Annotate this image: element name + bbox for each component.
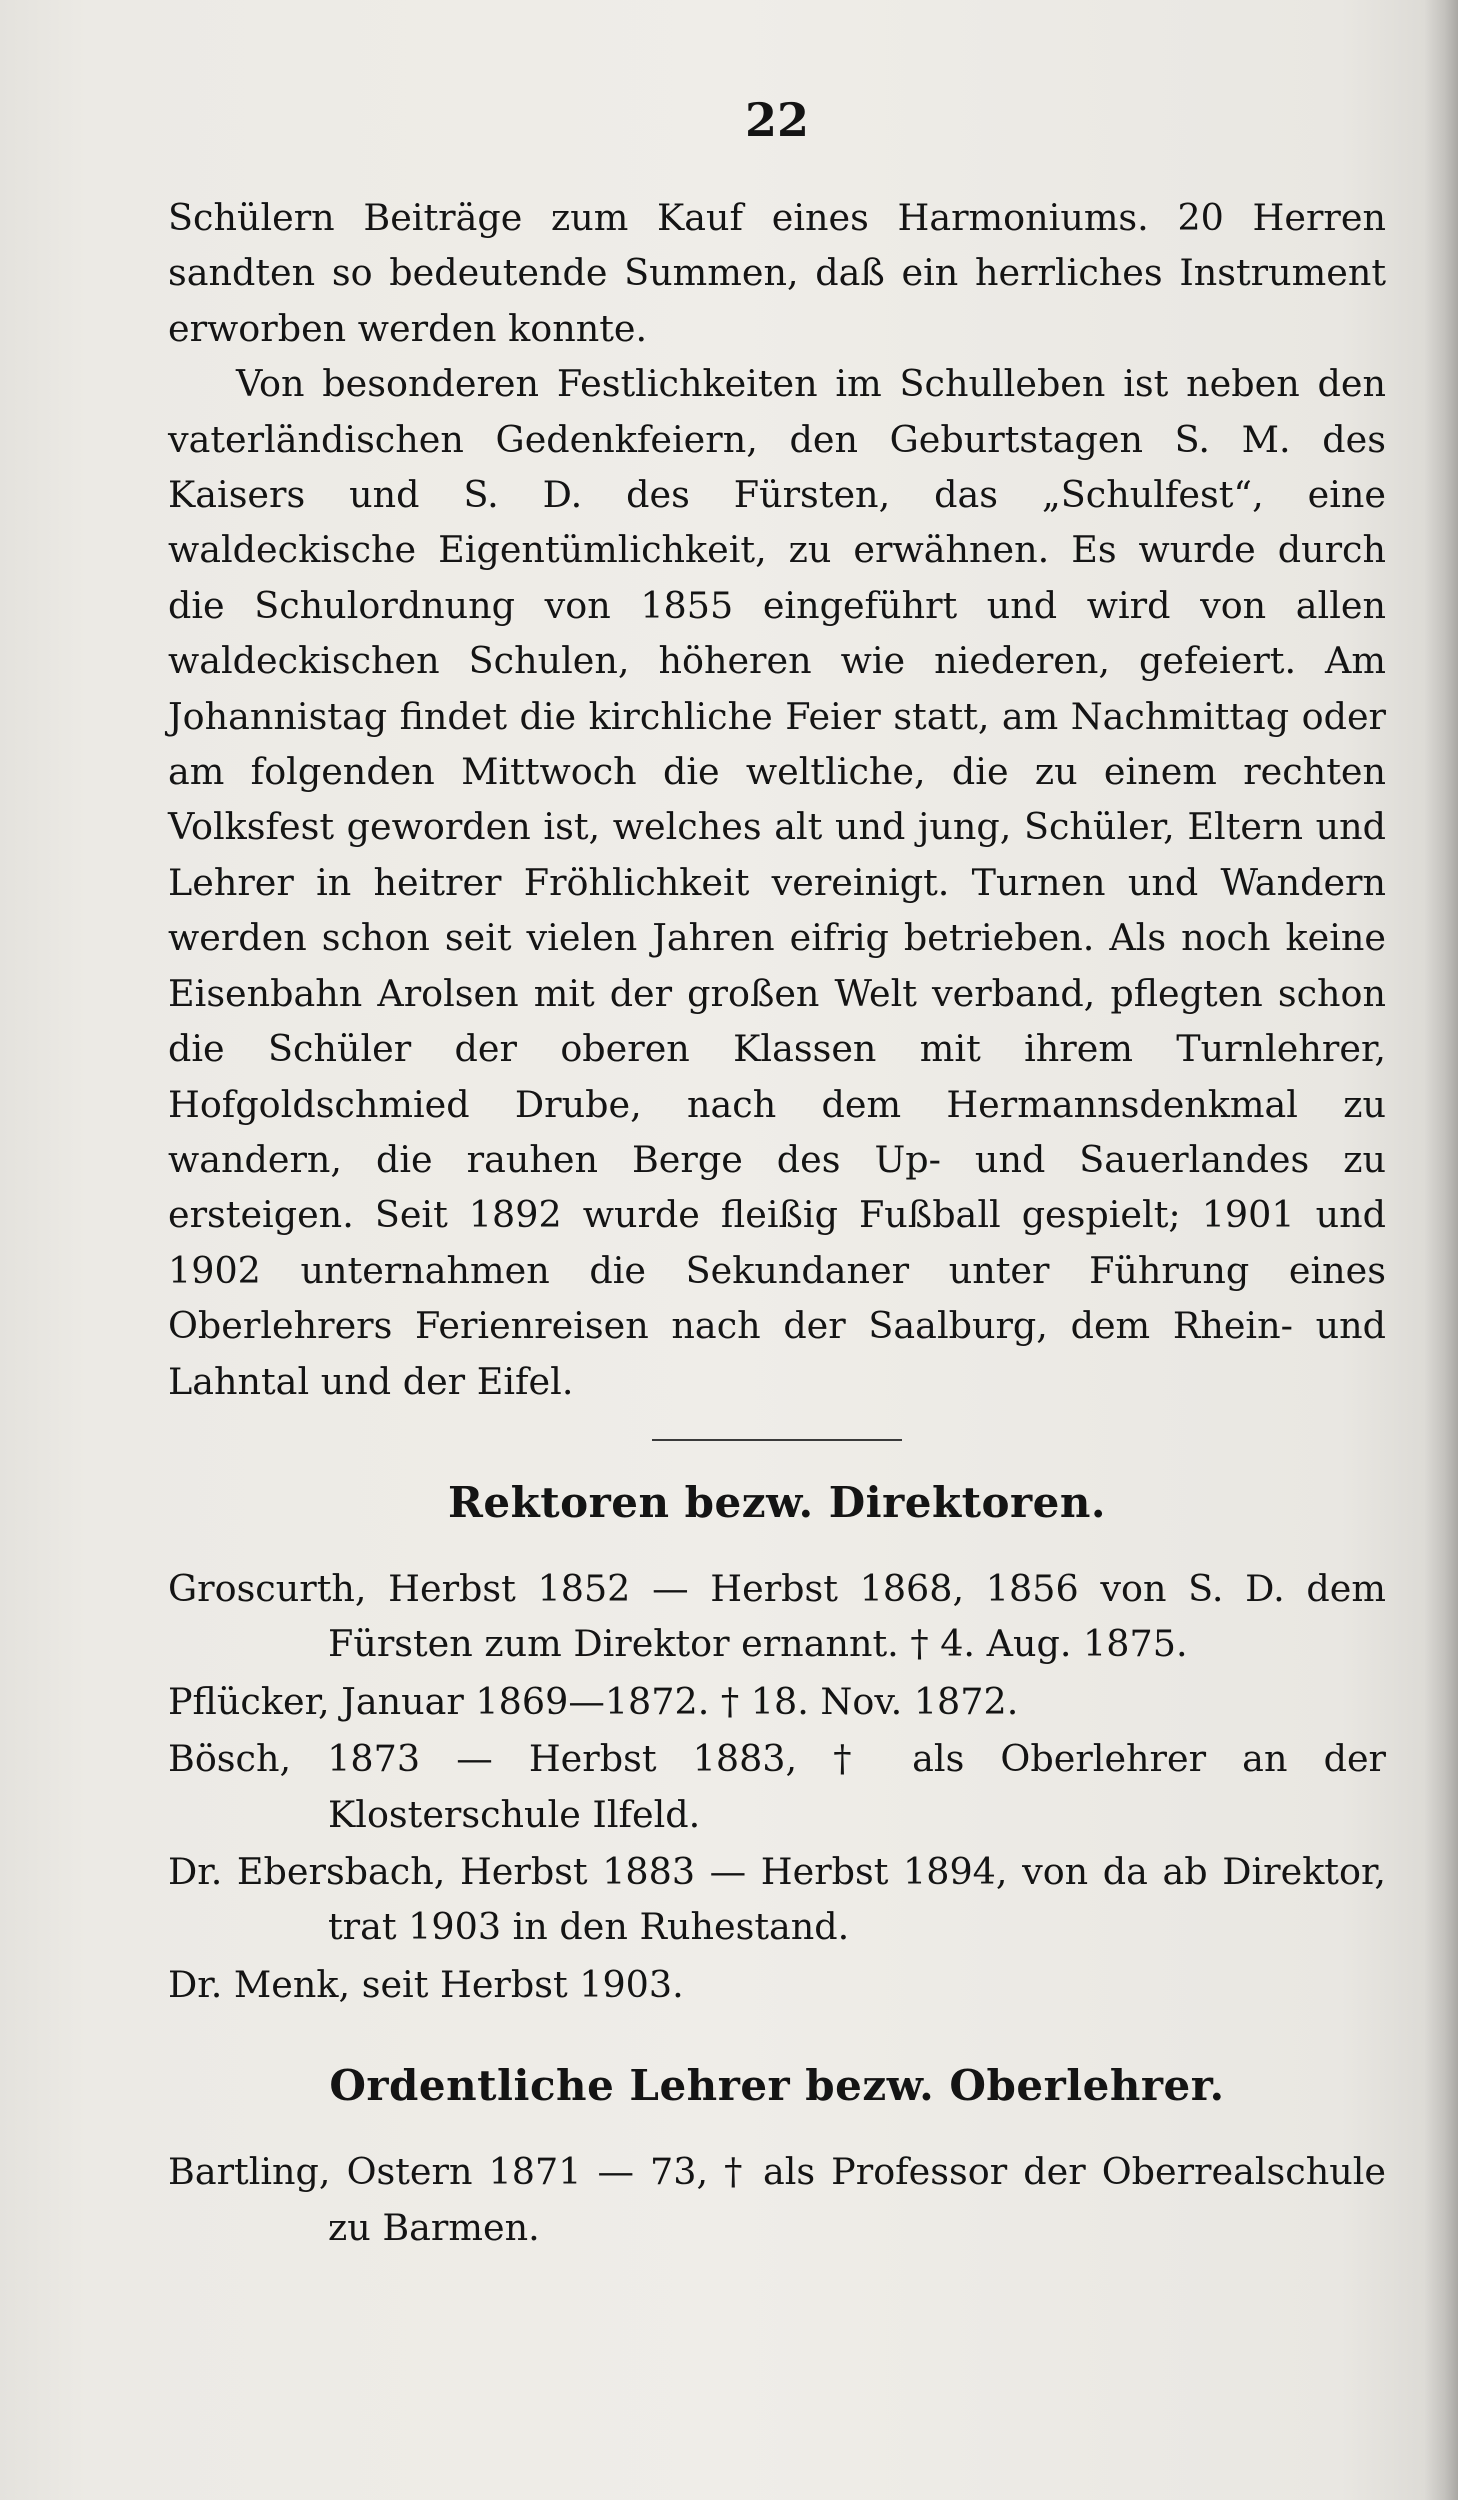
list-item: Pflücker, Januar 1869—1872. † 18. Nov. 1872.: [168, 1679, 1019, 1723]
body-text: [168, 190, 1386, 1409]
paragraph: Von besonderen Festlichkeiten im Schulleben ist neben den vaterländischen Gedenkfeiern, den Geburtstagen S. M. des Kaisers und S. D. des Fürsten, das „Schulfest“, eine waldeckische Eigentümlichkeit, zu erwähnen. Es wurde durch die Schulordnung von 1855 eingeführt und wird von allen waldeckischen Schulen, höheren wie niederen, gefeiert. Am Johannistag findet die kirchliche Feier statt, am Nachmittag oder am folgenden Mittwoch die weltliche, die zu einem rechten Volksfest geworden ist, welches alt und jung, Schüler, Eltern und Lehrer in heitrer Fröhlichkeit vereinigt. Turnen und Wandern werden schon seit vielen Jahren eifrig betrieben. Als noch keine Eisenbahn Arolsen mit der großen Welt verband, pflegten schon die Schüler der oberen Klassen mit ihrem Turnlehrer, Hofgoldschmied Drube, nach dem Hermannsdenkmal zu wandern, die rauhen Berge des Up- und Sauerlandes zu ersteigen. Seit 1892 wurde fleißig Fußball gespielt; 1901 und 1902 unternahmen die Sekundaner unter Führung eines Oberlehrers Ferienreisen nach der Saalburg, dem Rhein- und Lahntal und der Eifel.: [168, 362, 1386, 1403]
page-spine-shadow: [1424, 0, 1458, 2500]
list-item: Bösch, 1873 — Herbst 1883, † als Oberlehrer an der Klosterschule Ilfeld.: [168, 1737, 1386, 1836]
list-item: Bartling, Ostern 1871 — 73, † als Professor der Oberrealschule zu Barmen.: [168, 2150, 1386, 2249]
lehrer-list: [168, 2144, 1386, 2255]
list-item: Dr. Menk, seit Herbst 1903.: [168, 1962, 684, 2006]
section-heading-lehrer: Ordentliche Lehrer bezw. Oberlehrer.: [329, 2061, 1225, 2111]
paragraph: Schülern Beiträge zum Kauf eines Harmoniums. 20 Herren sandten so bedeutende Summen, daß ein herrliches Instrument erworben werden konnte.: [168, 196, 1386, 350]
section-divider: [652, 1439, 902, 1441]
section-heading-rektoren: Rektoren bezw. Direktoren.: [447, 1477, 1106, 1527]
list-item: Dr. Ebersbach, Herbst 1883 — Herbst 1894, von da ab Direktor, trat 1903 in den Ruhestand.: [168, 1849, 1386, 1949]
page-number: 22: [744, 93, 809, 147]
rektoren-list: [168, 1561, 1386, 2012]
page-content: [168, 90, 1386, 2257]
list-item: Groscurth, Herbst 1852 — Herbst 1868, 1856 von S. D. dem Fürsten zum Direktor ernannt. † 4. Aug. 1875.: [168, 1566, 1386, 1666]
